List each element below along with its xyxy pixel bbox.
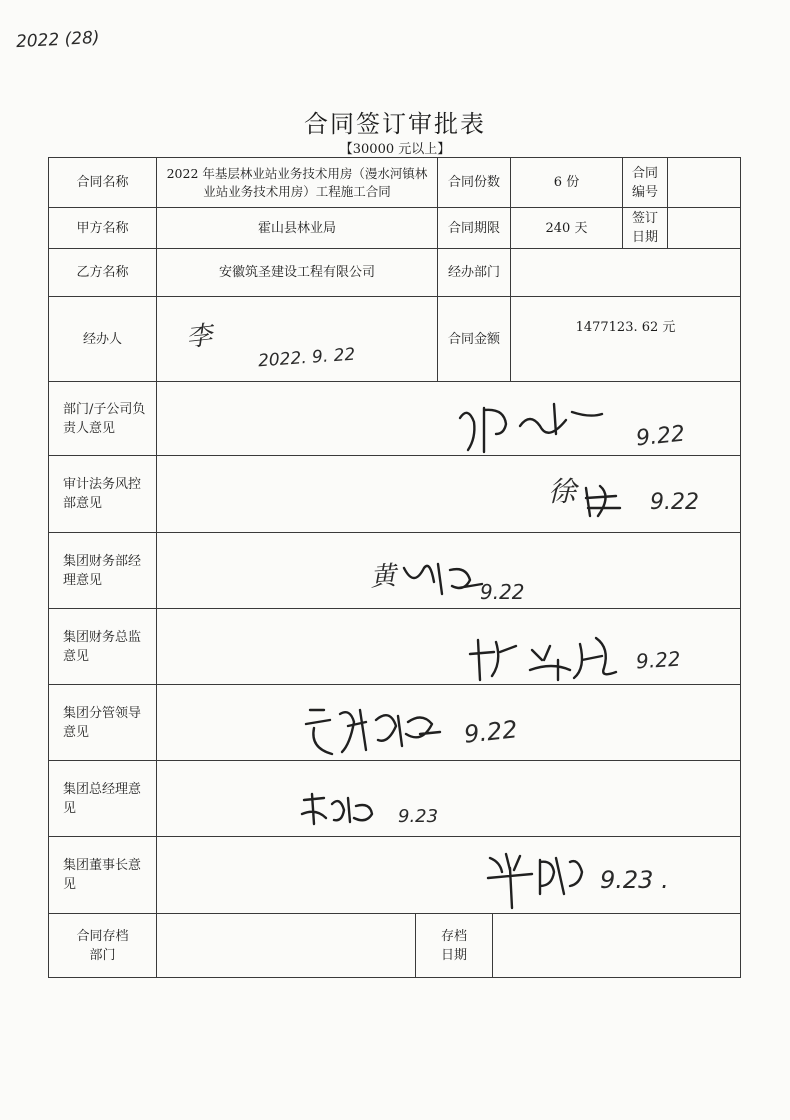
signature-finance-mgr: 黄 [369,561,398,593]
dept-value [511,249,740,296]
signature-finance-mgr-stroke [398,558,488,602]
party-b-label: 乙方名称 [76,265,129,280]
contract-no-label: 合同编号 [631,165,658,200]
contract-no-value [668,158,740,207]
period-label: 合同期限 [447,220,500,236]
dept-label: 经办部门 [447,265,500,280]
copies-label: 合同份数 [447,175,500,190]
contract-name-label: 合同名称 [76,175,129,190]
signature-dept [450,398,630,458]
party-a-value: 霍山县林业局 [257,220,336,236]
corner-note: 2022 (28) [15,27,101,53]
archive-dept-value [157,914,415,977]
signature-chairman [484,848,594,914]
party-b-value: 安徽筑圣建设工程有限公司 [218,265,375,280]
handler-label: 经办人 [82,331,122,347]
approval-label-chairman: 集团董事长意见 [63,858,142,892]
approval-label-finance-mgr: 集团财务部经理意见 [63,553,142,588]
signature-gm [298,790,388,830]
approval-label-gm: 集团总经理意见 [63,781,142,816]
approval-date-gm: 9.23 [398,806,439,827]
copies-value: 6 份 [553,175,580,190]
archive-date-label: 存档日期 [440,928,467,963]
form-title: 合同签订审批表 [304,110,486,138]
signature-vp [300,700,460,766]
contract-name-value: 2022 年基层林业站业务技术用房（漫水河镇林业站业务技术用房）工程施工合同 [166,165,428,199]
approval-label-cfo: 集团财务总监意见 [63,629,142,664]
grid-line [740,157,741,978]
period-value: 240 天 [545,220,588,236]
sign-date-label: 签订日期 [631,211,658,245]
approval-date-vp: 9.22 [462,715,519,749]
grid-line [48,977,741,978]
archive-dept-label: 合同存档部门 [76,928,129,963]
approval-date-cfo: 9.22 [635,646,682,674]
approval-date-chairman: 9.23 . [600,866,669,894]
approval-label-vp: 集团分管领导意见 [63,705,142,740]
signature-audit-stroke [580,482,630,522]
party-a-label: 甲方名称 [76,220,129,236]
signature-audit: 徐 [548,475,577,508]
amount-value: 1477123. 62 元 [575,319,676,335]
handler-date: 2022. 9. 22 [257,344,356,372]
amount-label: 合同金额 [447,331,500,347]
archive-date-value [493,914,740,977]
handler-signature: 李 [184,320,214,354]
approval-date-finance-mgr: 9.22 [480,580,525,604]
signature-cfo [470,630,640,686]
approval-label-dept: 部门/子公司负责人意见 [63,401,146,436]
form-subtitle: 【30000 元以上】 [339,142,451,157]
approval-date-dept: 9.22 [634,421,687,452]
approval-date-audit: 9.22 [650,490,699,515]
approval-label-audit: 审计法务风控部意见 [63,477,142,511]
sign-date-value [668,208,740,248]
